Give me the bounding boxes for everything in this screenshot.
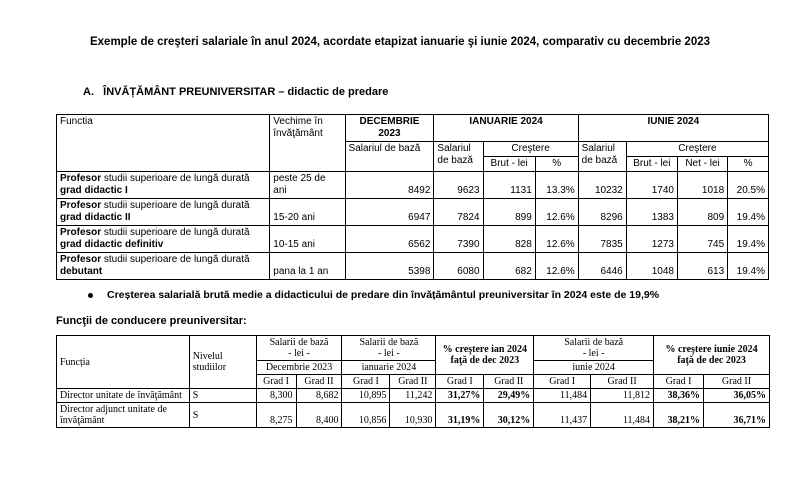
- ian-salary-cell: 6080: [434, 253, 483, 280]
- dec-salary-cell: 8492: [345, 172, 434, 199]
- ian-pct-cell: 13.3%: [535, 172, 578, 199]
- pct-iun-grad2-cell: 36,71%: [704, 403, 770, 428]
- role-detail: studii superioare de lungă durată: [101, 173, 250, 184]
- header-nivel: Nivelul studiilor: [189, 336, 256, 389]
- role-cell: [57, 172, 270, 199]
- iun-net-cell: 613: [677, 253, 727, 280]
- section-subheading: – didactic de predare: [275, 86, 389, 98]
- management-section-title: Funcţii de conducere preuniversitar:: [56, 315, 247, 327]
- iun-salary-cell: 8296: [578, 199, 626, 226]
- header-pi-grad2: Grad II: [484, 375, 534, 389]
- header-iun-salariul: Salariul de bază: [578, 142, 626, 172]
- section-letter: A.: [83, 86, 94, 98]
- ian-grad1-cell: 10,856: [342, 403, 390, 428]
- dec-grad2-cell: 8,682: [296, 389, 342, 403]
- header-pu-grad1: Grad I: [654, 375, 704, 389]
- header-ian-salariul: Salariul de bază: [434, 142, 483, 172]
- iun-net-cell: 1018: [677, 172, 727, 199]
- header-ian-grad1: Grad I: [342, 375, 390, 389]
- page-title: Exemple de creşteri salariale în anul 2024, acordate etapizat ianuarie şi iunie 2024, comparativ cu decembrie 2023: [89, 36, 711, 48]
- role-title: Profesor: [60, 254, 102, 265]
- iun-salary-cell: 7835: [578, 226, 626, 253]
- role-detail: studii superioare de lungă durată: [101, 254, 250, 265]
- table-row: [57, 172, 769, 199]
- ian-pct-cell: 12.6%: [535, 199, 578, 226]
- role-detail: studii superioare de lungă durată: [101, 200, 250, 211]
- role-cell: [57, 199, 270, 226]
- pct-iun-grad1-cell: 38,36%: [654, 389, 704, 403]
- header-dec-grad2: Grad II: [296, 375, 342, 389]
- header-iun-brut: Brut - lei: [626, 157, 677, 172]
- table-row: [57, 226, 769, 253]
- iun-pct-cell: 20.5%: [728, 172, 769, 199]
- role-cell: [57, 226, 270, 253]
- header-salariul-de-baza: Salariul de bază: [345, 142, 434, 172]
- lei-label: - lei -: [582, 348, 605, 359]
- table-row: [57, 253, 769, 280]
- table1-header-row-1: [57, 115, 769, 142]
- bullet-icon: [88, 293, 93, 298]
- vechime-cell: peste 25 de ani: [270, 172, 345, 199]
- iun-grad2-cell: 11,812: [591, 389, 654, 403]
- lei-label: - lei -: [288, 348, 310, 359]
- pct-ian-grad2-cell: 30,12%: [484, 403, 534, 428]
- ian-grad1-cell: 10,895: [342, 389, 390, 403]
- bullet-text: Creșterea salarială brută medie a didacticului de predare din învățământul preuniversitar în 2024 este de 19,9%: [107, 289, 660, 301]
- header-functia: Funcția: [57, 336, 190, 389]
- role-grade: grad didactic definitiv: [60, 239, 164, 250]
- header-pct-iun: % creştere iunie 2024 faţă de dec 2023: [654, 336, 770, 375]
- header-ian-label: ianuarie 2024: [342, 361, 436, 375]
- ian-brut-cell: 682: [483, 253, 535, 280]
- header-functia: Functia: [57, 115, 270, 172]
- functia-cell: Director adjunct unitate de învăţământ: [57, 403, 190, 428]
- iun-grad1-cell: 11,484: [534, 389, 591, 403]
- lei-label: - lei -: [378, 348, 400, 359]
- header-iun-pct: %: [728, 157, 769, 172]
- nivel-cell: S: [189, 389, 256, 403]
- iun-pct-cell: 19.4%: [728, 199, 769, 226]
- table2-body: [57, 389, 770, 428]
- header-pi-grad1: Grad I: [436, 375, 484, 389]
- ian-brut-cell: 828: [483, 226, 535, 253]
- role-grade: grad didactic I: [60, 185, 128, 196]
- pct-iun-grad1-cell: 38,21%: [654, 403, 704, 428]
- ian-salary-cell: 9623: [434, 172, 483, 199]
- ian-salary-cell: 7390: [434, 226, 483, 253]
- nivel-cell: S: [189, 403, 256, 428]
- iun-salary-cell: 10232: [578, 172, 626, 199]
- header-dec-grad1: Grad I: [256, 375, 296, 389]
- iun-net-cell: 745: [677, 226, 727, 253]
- functia-cell: Director unitate de învăţământ: [57, 389, 190, 403]
- dec-salary-cell: 6562: [345, 226, 434, 253]
- header-salarii-iun: [534, 336, 654, 361]
- pct-iun-grad2-cell: 36,05%: [704, 389, 770, 403]
- header-salarii-ian: [342, 336, 436, 361]
- header-dec-2023: DECEMBRIE 2023: [345, 115, 434, 142]
- salarii-ian-label: Salarii de bază: [359, 337, 419, 348]
- table-row: [57, 403, 770, 428]
- iun-brut-cell: 1383: [626, 199, 677, 226]
- iun-net-cell: 809: [677, 199, 727, 226]
- table-row: [57, 389, 770, 403]
- table1-body: [57, 172, 769, 280]
- average-increase-bullet: [88, 289, 659, 301]
- header-iun-grad1: Grad I: [534, 375, 591, 389]
- iun-brut-cell: 1740: [626, 172, 677, 199]
- role-title: Profesor: [60, 173, 102, 184]
- ian-pct-cell: 12.6%: [535, 253, 578, 280]
- ian-grad2-cell: 10,930: [390, 403, 436, 428]
- header-iun-grad2: Grad II: [591, 375, 654, 389]
- role-grade: debutant: [60, 266, 103, 277]
- iun-brut-cell: 1048: [626, 253, 677, 280]
- dec-salary-cell: 6947: [345, 199, 434, 226]
- header-iun-label: iunie 2024: [534, 361, 654, 375]
- iun-brut-cell: 1273: [626, 226, 677, 253]
- role-title: Profesor: [60, 200, 102, 211]
- iun-grad1-cell: 11,437: [534, 403, 591, 428]
- dec-grad1-cell: 8,275: [256, 403, 296, 428]
- header-ian-crestere: Creştere: [483, 142, 578, 157]
- header-iun-2024: IUNIE 2024: [578, 115, 768, 142]
- header-dec-label: Decembrie 2023: [256, 361, 342, 375]
- vechime-cell: 10-15 ani: [270, 226, 345, 253]
- iun-pct-cell: 19.4%: [728, 226, 769, 253]
- management-salary-table: [56, 335, 770, 428]
- role-detail: studii superioare de lungă durată: [101, 227, 250, 238]
- dec-grad1-cell: 8,300: [256, 389, 296, 403]
- dec-salary-cell: 5398: [345, 253, 434, 280]
- vechime-cell: pana la 1 an: [270, 253, 345, 280]
- header-vechime: Vechime în învăţământ: [270, 115, 345, 172]
- vechime-cell: 15-20 ani: [270, 199, 345, 226]
- dec-grad2-cell: 8,400: [296, 403, 342, 428]
- role-title: Profesor: [60, 227, 102, 238]
- ian-salary-cell: 7824: [434, 199, 483, 226]
- salarii-iun-label: Salarii de bază: [564, 337, 624, 348]
- pct-ian-grad1-cell: 31,27%: [436, 389, 484, 403]
- header-pu-grad2: Grad II: [704, 375, 770, 389]
- header-iun-net: Net - lei: [677, 157, 727, 172]
- pct-ian-grad2-cell: 29,49%: [484, 389, 534, 403]
- iun-pct-cell: 19.4%: [728, 253, 769, 280]
- section-a-heading: [83, 86, 388, 98]
- salarii-dec-label: Salarii de bază: [269, 337, 329, 348]
- header-ian-pct: %: [535, 157, 578, 172]
- ian-brut-cell: 899: [483, 199, 535, 226]
- iun-grad2-cell: 11,484: [591, 403, 654, 428]
- table2-header-row-1: [57, 336, 770, 361]
- header-iun-crestere: Creştere: [626, 142, 768, 157]
- ian-brut-cell: 1131: [483, 172, 535, 199]
- iun-salary-cell: 6446: [578, 253, 626, 280]
- role-cell: [57, 253, 270, 280]
- header-salarii-dec: [256, 336, 342, 361]
- pct-ian-grad1-cell: 31,19%: [436, 403, 484, 428]
- section-heading: ÎNVĂȚĂMÂNT PREUNIVERSITAR: [103, 86, 276, 98]
- teaching-salary-table: [56, 114, 769, 280]
- header-ian-2024: IANUARIE 2024: [434, 115, 578, 142]
- ian-pct-cell: 12.6%: [535, 226, 578, 253]
- header-ian-grad2: Grad II: [390, 375, 436, 389]
- header-ian-brut: Brut - lei: [483, 157, 535, 172]
- role-grade: grad didactic II: [60, 212, 131, 223]
- table-row: [57, 199, 769, 226]
- header-pct-ian: % creştere ian 2024 faţă de dec 2023: [436, 336, 534, 375]
- ian-grad2-cell: 11,242: [390, 389, 436, 403]
